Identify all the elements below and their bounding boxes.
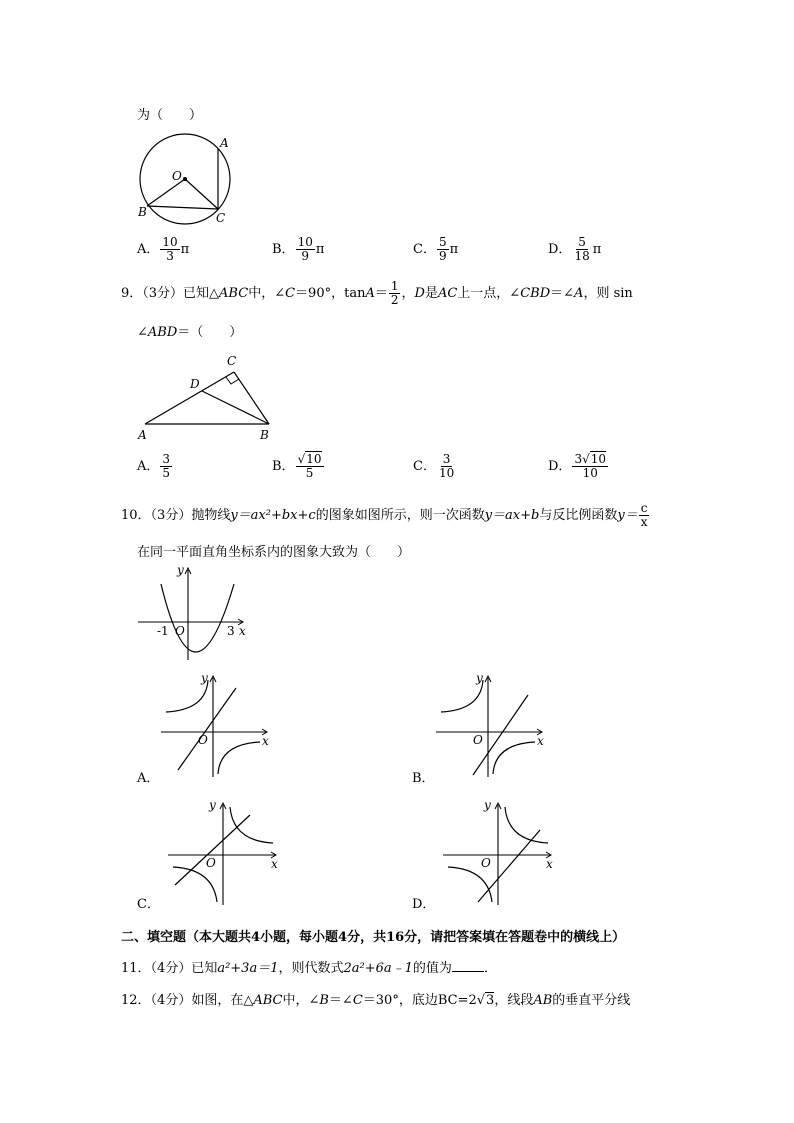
q8-label-a: A (220, 136, 229, 150)
q9-stem-line1: 9．（3分）已知△ABC中，∠C＝90°，tanA＝ $\frac{1}{2}$ ，D是AC上一点，∠CBD＝∠A，则 sin (121, 279, 633, 307)
q9-label-b: B (260, 428, 269, 442)
q10-parabola-3: 3 (227, 624, 235, 638)
q11-answer-blank (452, 959, 484, 972)
q8-circle-figure (130, 128, 240, 228)
q9-option-b: B． $\frac{√10}{5}$ (272, 452, 322, 480)
svg-text:O: O (198, 733, 208, 747)
q10-parabola-figure (135, 565, 255, 665)
q9-label-a: A (138, 428, 147, 442)
q10-option-a-label: A． (137, 771, 160, 786)
q10-stem-line2: 在同一平面直角坐标系内的图象大致为（ ） (137, 545, 411, 560)
q10-option-d-label: D． (412, 897, 436, 912)
q9-stem-line2: ∠ABD＝（ ） (137, 325, 243, 340)
q9-triangle-figure (135, 350, 285, 445)
svg-text:O: O (206, 856, 216, 870)
q10-stem-line1: 10．（3分）抛物线y＝ax²+bx+c的图象如图所示，则一次函数y＝ax+b与反比例函数y＝ $\frac{c}{x}$ (121, 501, 648, 529)
svg-text:y: y (201, 671, 208, 685)
svg-text:x: x (262, 734, 269, 748)
q9-option-d: D． $\frac{3√10}{10}$ (548, 452, 607, 480)
section2-title: 二、填空题（本大题共4小题，每小题4分，共16分，请把答案填在答题卷中的横线上） (121, 930, 626, 945)
q10-parabola-x: x (239, 624, 246, 638)
q10-choice-c-figure (165, 797, 285, 907)
q11-stem: 11．（4分）已知a²+3a＝1，则代数式2a²+6a﹣1的值为 ． (121, 961, 497, 976)
q9-option-a: A． $\frac{3}{5}$ (137, 452, 171, 480)
svg-text:y: y (484, 798, 491, 812)
q9-option-c: C． $\frac{3}{10}$ (413, 452, 455, 480)
svg-text:O: O (481, 856, 491, 870)
q8-label-o: O (172, 169, 182, 183)
q8-option-a: A． $\frac{10}{3}$ π (137, 235, 190, 263)
q8-option-b: B． $\frac{10}{9}$ π (272, 235, 325, 263)
svg-text:y: y (209, 798, 216, 812)
q12-stem: 12．（4分）如图，在△ABC中，∠B＝∠C＝30°，底边BC=2√3，线段AB的垂直平分线 (121, 993, 631, 1008)
q10-parabola-neg1: -1 (157, 624, 169, 638)
q8-stem-tail: 为（ ） (137, 108, 203, 123)
svg-text:x: x (537, 734, 544, 748)
q8-label-b: B (138, 205, 147, 219)
q10-parabola-o: O (175, 624, 185, 638)
q10-option-c-label: C． (137, 897, 160, 912)
q10-option-b-label: B． (412, 771, 435, 786)
svg-text:O: O (473, 733, 483, 747)
q8-option-c: C． $\frac{5}{9}$ π (413, 235, 459, 263)
q10-parabola-y: y (177, 563, 184, 577)
svg-text:x: x (271, 857, 278, 871)
q8-option-d: D． $\frac{5}{18}$ π (548, 235, 602, 263)
q10-choice-a-figure (158, 670, 278, 780)
q8-label-c: C (216, 211, 226, 225)
q9-label-d: D (190, 377, 200, 391)
q9-label-c: C (227, 354, 237, 368)
svg-text:y: y (476, 671, 483, 685)
q10-choice-d-figure (440, 797, 560, 907)
q10-choice-b-figure (433, 670, 553, 780)
svg-text:x: x (546, 857, 553, 871)
